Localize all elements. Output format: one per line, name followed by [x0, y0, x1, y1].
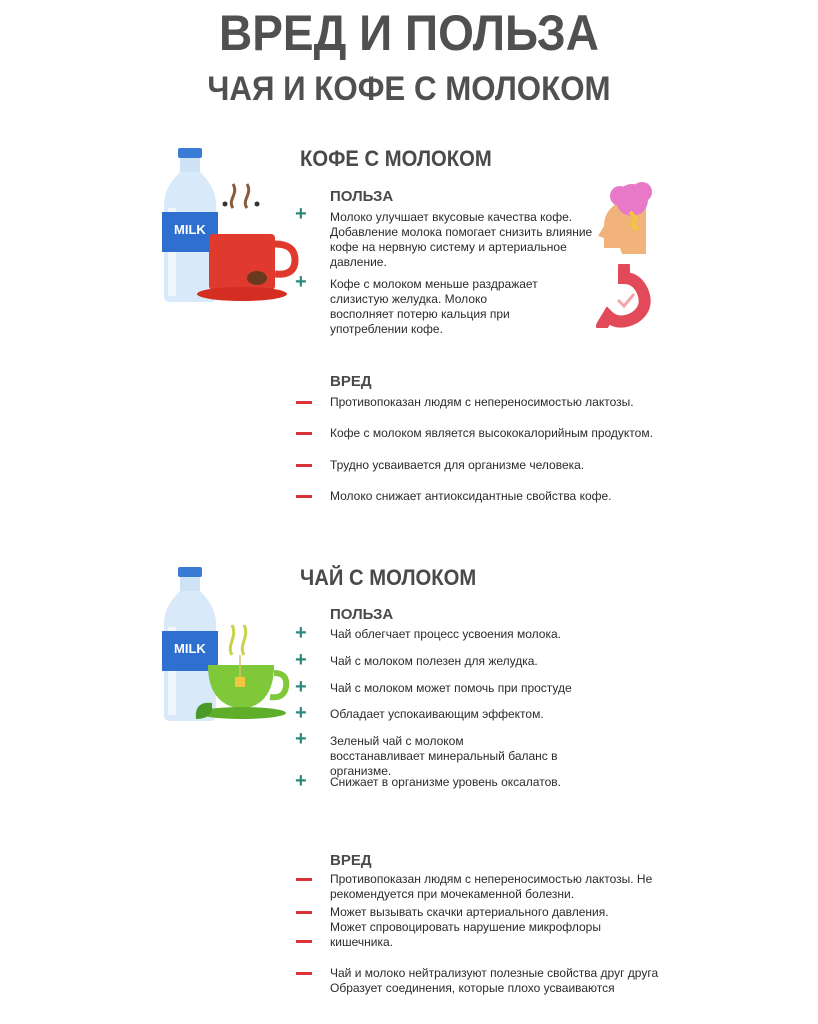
minus-icon — [296, 495, 312, 498]
tea-benefit-item: Зеленый чай с молоком восстанавливает минеральный баланс в организме. — [330, 734, 558, 778]
tea-benefit-item: Обладает успокаивающим эффектом. — [330, 707, 544, 721]
coffee-benefit-heading: ПОЛЬЗА — [330, 188, 394, 205]
tea-harm-item: Может спровоцировать нарушение микрофлоры кишечника. — [330, 920, 601, 949]
coffee-cup-icon — [195, 178, 300, 306]
tea-benefit-item: Чай с молоком может помочь при простуде — [330, 681, 572, 695]
tea-harm-item: Может вызывать скачки артериального давления. — [330, 905, 609, 919]
brain-head-icon — [596, 182, 658, 254]
plus-icon: + — [295, 622, 307, 644]
plus-icon: + — [295, 770, 307, 792]
minus-icon — [296, 878, 312, 881]
plus-icon: + — [295, 203, 307, 225]
main-subtitle: ЧАЯ И КОФЕ С МОЛОКОМ — [207, 70, 611, 108]
tea-harm-heading: ВРЕД — [330, 852, 372, 869]
coffee-harm-item: Кофе с молоком является высококалорийным продуктом. — [330, 426, 653, 440]
coffee-harm-item: Трудно усваивается для организме человека. — [330, 458, 585, 472]
milk-bottle-label: MILK — [174, 641, 206, 656]
minus-icon — [296, 464, 312, 467]
minus-icon — [296, 911, 312, 914]
tea-benefit-item: Снижает в организме уровень оксалатов. — [330, 775, 561, 789]
coffee-benefit-item: Кофе с молоком меньше раздражает слизистую желудка. Молоко восполняет потерю кальция при употреблении кофе. — [330, 277, 538, 336]
tea-harm-item: Чай и молоко нейтрализуют полезные свойства друг друга Образует соединения, которые плохо усваиваются — [330, 966, 659, 995]
minus-icon — [296, 972, 312, 975]
coffee-harm-item: Противопоказан людям с непереносимостью лактозы. — [330, 395, 634, 409]
tea-benefit-item: Чай с молоком полезен для желудка. — [330, 654, 538, 668]
main-title: ВРЕД И ПОЛЬЗА — [219, 5, 599, 61]
tea-benefit-heading: ПОЛЬЗА — [330, 606, 394, 623]
minus-icon — [296, 432, 312, 435]
minus-icon — [296, 401, 312, 404]
tea-harm-item: Противопоказан людям с непереносимостью лактозы. Не рекомендуется при мочекаменной болезни. — [330, 872, 653, 901]
coffee-benefit-item: Молоко улучшает вкусовые качества кофе. Добавление молока помогает снизить влияние кофе на нервную систему и артериальное давление. — [330, 210, 593, 269]
coffee-section-title: КОФЕ С МОЛОКОМ — [300, 146, 492, 171]
coffee-harm-item: Молоко снижает антиоксидантные свойства кофе. — [330, 489, 612, 503]
plus-icon: + — [295, 702, 307, 724]
plus-icon: + — [295, 649, 307, 671]
minus-icon — [296, 940, 312, 943]
tea-benefit-item: Чай облегчает процесс усвоения молока. — [330, 627, 561, 641]
plus-icon: + — [295, 271, 307, 293]
plus-icon: + — [295, 728, 307, 750]
tea-section-title: ЧАЙ С МОЛОКОМ — [300, 565, 477, 590]
plus-icon: + — [295, 676, 307, 698]
milk-bottle-label: MILK — [174, 222, 206, 237]
tea-cup-icon — [190, 615, 290, 727]
coffee-harm-heading: ВРЕД — [330, 373, 372, 390]
stomach-icon — [596, 264, 652, 328]
